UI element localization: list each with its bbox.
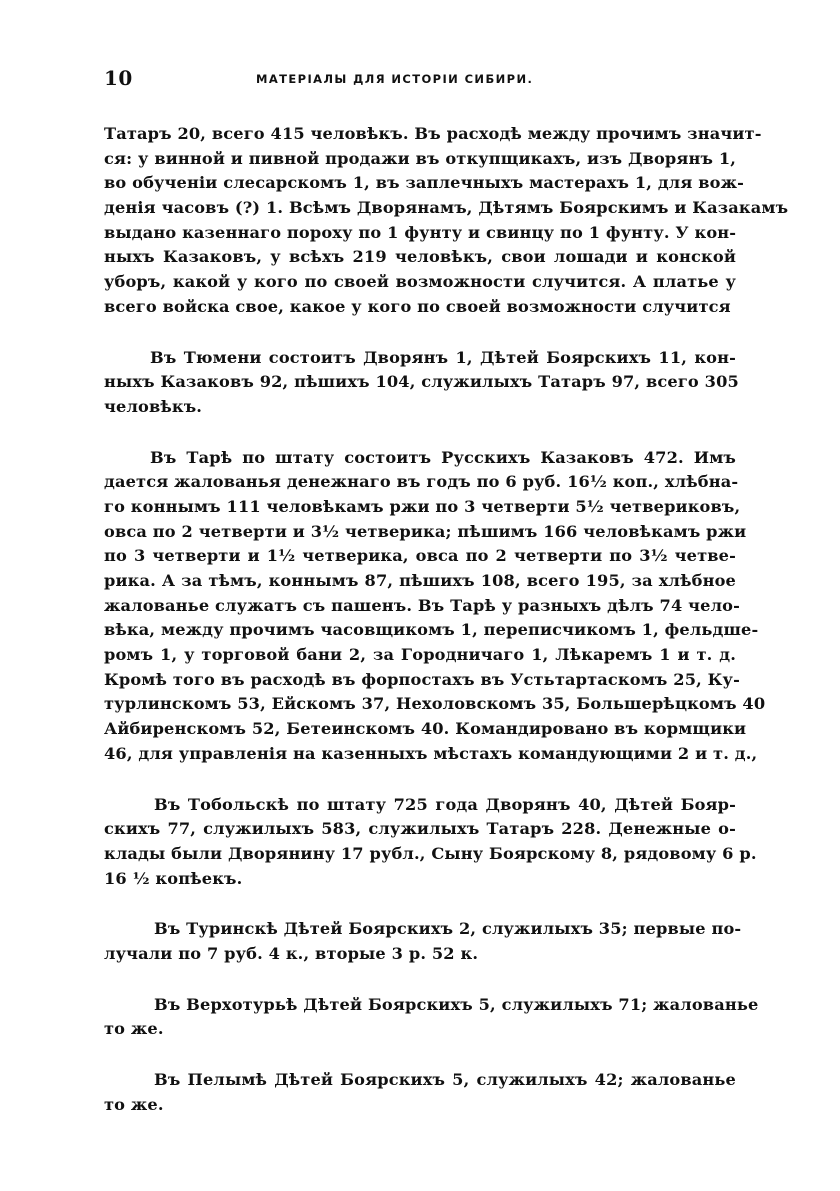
text-line: жалованье служатъ съ пашенъ. Въ Тарѣ у разныхъ дѣлъ 74 чело- (104, 595, 740, 615)
page-number: 10 (104, 66, 133, 90)
paragraph-tara (104, 446, 766, 767)
text-line: ныхъ Казаковъ, у всѣхъ 219 человѣкъ, свои лошади и конской (104, 247, 736, 267)
text-line: во обученіи слесарскомъ 1, въ заплечныхъ мастерахъ 1, для вож- (104, 173, 744, 193)
text-line: то же. (104, 1019, 164, 1039)
text-line: го коннымъ 111 человѣкамъ ржи по 3 четверти 5½ четвериковъ, (104, 496, 741, 516)
paragraph-turinsk (104, 917, 742, 966)
paragraph-verkhoturye (104, 993, 759, 1042)
text-line: овса по 2 четверти и 3½ четверика; пѣшимъ 166 человѣкамъ ржи (104, 521, 747, 541)
text-line: вѣка, между прочимъ часовщикомъ 1, переписчикомъ 1, фельдше- (104, 620, 759, 640)
text-line: то же. (104, 1094, 164, 1114)
text-line: ся: у винной и пивной продажи въ откупщикахъ, изъ Дворянъ 1, (104, 148, 737, 168)
text-line: турлинскомъ 53, Ейскомъ 37, Нехоловскомъ 35, Большерѣцкомъ 40 (104, 694, 766, 714)
paragraph-tyumen (104, 346, 739, 420)
text-line: скихъ 77, служилыхъ 583, служилыхъ Татаръ 228. Денежные о- (104, 819, 736, 839)
text-line: Кромѣ того въ расходѣ въ форпостахъ въ Устьтартаскомъ 25, Ку- (104, 669, 740, 689)
body-text (104, 122, 789, 1143)
text-line: ромъ 1, у торговой бани 2, за Городничаго 1, Лѣкаремъ 1 и т. д. (104, 645, 736, 665)
text-line: Въ Верхотурьѣ Дѣтей Боярскихъ 5, служилыхъ 71; жалованье (154, 994, 759, 1014)
text-line: 16 ½ копѣекъ. (104, 868, 243, 888)
text-line: 46, для управленія на казенныхъ мѣстахъ командующими 2 и т. д., (104, 743, 758, 763)
text-line: ныхъ Казаковъ 92, пѣшихъ 104, служилыхъ Татаръ 97, всего 305 (104, 372, 739, 392)
text-line: всего войска свое, какое у кого по своей возможности случится (104, 296, 731, 316)
text-line: денія часовъ (?) 1. Всѣмъ Дворянамъ, Дѣтямъ Боярскимъ и Казакамъ (104, 198, 789, 218)
text-line: человѣкъ. (104, 396, 203, 416)
text-line: уборъ, какой у кого по своей возможности случится. А платье у (104, 272, 736, 292)
text-line: Въ Тарѣ по штату состоитъ Русскихъ Казаковъ 472. Имъ (150, 447, 736, 467)
text-line: Въ Тюмени состоитъ Дворянъ 1, Дѣтей Боярскихъ 11, кон- (150, 347, 736, 367)
text-line: выдано казеннаго пороху по 1 фунту и свинцу по 1 фунту. У кон- (104, 222, 737, 242)
text-line: Въ Туринскѣ Дѣтей Боярскихъ 2, служилыхъ 35; первые по- (154, 919, 742, 939)
running-head (100, 66, 760, 96)
text-line: Въ Тобольскѣ по штату 725 года Дворянъ 40, Дѣтей Бояр- (154, 794, 736, 814)
text-line: Айбиренскомъ 52, Бетеинскомъ 40. Командировано въ кормщики (104, 719, 747, 739)
text-line: по 3 четверти и 1½ четверика, овса по 2 четверти по 3½ четве- (104, 546, 736, 566)
paragraph-pelym (104, 1068, 736, 1117)
text-line: клады были Дворянину 17 рубл., Сыну Боярскому 8, рядовому 6 р. (104, 843, 757, 863)
paragraph-1 (104, 122, 789, 320)
text-line: Въ Пелымѣ Дѣтей Боярскихъ 5, служилыхъ 42; жалованье (154, 1070, 736, 1089)
running-title: МАТЕРІАЛЫ ДЛЯ ИСТОРІИ СИБИРИ. (256, 72, 534, 86)
text-line: дается жалованья денежнаго въ годъ по 6 руб. 16½ коп., хлѣбна- (104, 472, 739, 492)
text-line: лучали по 7 руб. 4 к., вторые 3 р. 52 к. (104, 943, 479, 963)
paragraph-tobolsk (104, 793, 757, 892)
text-line: Татаръ 20, всего 415 человѣкъ. Въ расходѣ между прочимъ значит- (104, 124, 762, 143)
text-line: рика. А за тѣмъ, коннымъ 87, пѣшихъ 108, всего 195, за хлѣбное (104, 571, 736, 590)
